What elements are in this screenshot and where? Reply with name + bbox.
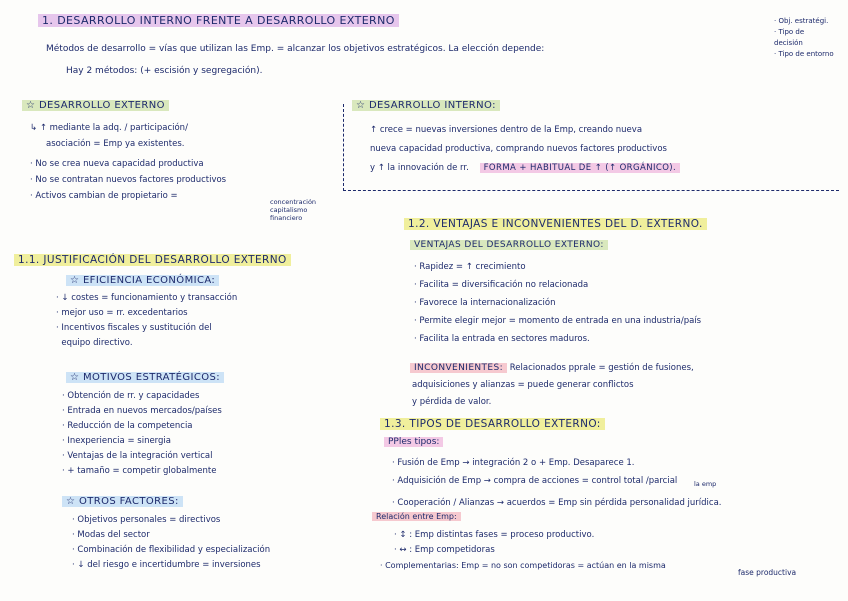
list-item: · Combinación de flexibilidad y especialización bbox=[72, 545, 271, 555]
tipos-title: 1.3. TIPOS DE DESARROLLO EXTERNO: bbox=[380, 418, 605, 430]
otros-title: ☆ OTROS FACTORES: bbox=[62, 496, 183, 507]
inconvenientes-line-2: adquisiciones y alianzas = puede generar conflictos bbox=[412, 380, 634, 390]
side-note-3: · Tipo de entorno bbox=[774, 50, 834, 58]
tipos-adq-note: la emp bbox=[694, 480, 717, 488]
list-item: · + tamaño = competir globalmente bbox=[62, 466, 217, 476]
externo-line: ↳ ↑ mediante la adq. / participación/ bbox=[30, 123, 188, 133]
relacion-label: Relación entre Emp: bbox=[372, 512, 461, 521]
inconvenientes-line-3: y pérdida de valor. bbox=[412, 397, 492, 407]
list-item: · ↔ : Emp competidoras bbox=[394, 545, 495, 555]
ventajas-subtitle: VENTAJAS DEL DESARROLLO EXTERNO: bbox=[410, 240, 608, 250]
inconvenientes-line-1 bbox=[410, 360, 694, 376]
eficiencia-list bbox=[56, 291, 237, 351]
externo-line: · Activos cambian de propietario = bbox=[30, 191, 178, 201]
eficiencia-title: ☆ EFICIENCIA ECONÓMICA: bbox=[66, 275, 219, 286]
list-item: · Permite elegir mejor = momento de entrada en una industria/país bbox=[414, 316, 702, 326]
externo-line: · No se contratan nuevos factores productivos bbox=[30, 175, 227, 185]
ventajas-list bbox=[414, 258, 701, 348]
list-item: · Fusión de Emp → integración 2 o + Emp. Desaparece 1. bbox=[392, 458, 635, 468]
list-item: · ↓ del riesgo e incertidumbre = inversiones bbox=[72, 560, 261, 570]
interno-line-2: nueva capacidad productiva, comprando nuevos factores productivos bbox=[370, 144, 667, 154]
interno-highlight: FORMA + HABITUAL DE ↑ (↑ ORGÁNICO). bbox=[480, 163, 680, 173]
externo-line: asociación = Emp ya existentes. bbox=[46, 139, 185, 149]
list-item: · Favorece la internacionalización bbox=[414, 298, 556, 308]
list-item: · Cooperación / Alianzas → acuerdos = Emp sin pérdida personalidad jurídica. bbox=[392, 498, 722, 508]
list-item: · mejor uso = rr. excedentarios bbox=[56, 308, 188, 318]
motivos-list bbox=[62, 389, 222, 479]
list-item: · Inexperiencia = sinergia bbox=[62, 436, 171, 446]
list-item: · Reducción de la competencia bbox=[62, 421, 193, 431]
side-note-1: · Obj. estratégi. bbox=[774, 17, 829, 25]
list-item: · Facilita la entrada en sectores maduros. bbox=[414, 334, 590, 344]
externo-title: ☆ DESARROLLO EXTERNO bbox=[22, 100, 169, 111]
list-item: · Complementarias: Emp = no son competidoras = actúan en la misma bbox=[380, 561, 666, 570]
page-title: 1. DESARROLLO INTERNO FRENTE A DESARROLLO EXTERNO bbox=[38, 14, 399, 27]
inconvenientes-text: Relacionados pprale = gestión de fusiones, bbox=[509, 363, 694, 373]
list-item: · Objetivos personales = directivos bbox=[72, 515, 221, 525]
interno-line-3 bbox=[370, 160, 680, 176]
externo-side-note-line: financiero bbox=[270, 214, 303, 222]
externo-side-note bbox=[270, 198, 316, 222]
tipos-sub: PPles tipos: bbox=[384, 437, 443, 447]
list-item: · ↕ : Emp distintas fases = proceso productivo. bbox=[394, 530, 595, 540]
side-note-2: · Tipo de decisión bbox=[774, 28, 805, 47]
list-item: · Obtención de rr. y capacidades bbox=[62, 391, 200, 401]
list-item: · Entrada en nuevos mercados/países bbox=[62, 406, 222, 416]
relacion-tail: fase productiva bbox=[738, 568, 797, 577]
justificacion-title: 1.1. JUSTIFICACIÓN DEL DESARROLLO EXTERNO bbox=[14, 254, 291, 266]
otros-list bbox=[72, 513, 270, 573]
motivos-title: ☆ MOTIVOS ESTRATÉGICOS: bbox=[66, 372, 224, 383]
list-item: · Facilita = diversificación no relacionada bbox=[414, 280, 589, 290]
list-item: · ↓ costes = funcionamiento y transacción bbox=[56, 293, 238, 303]
externo-side-note-line: capitalismo bbox=[270, 206, 308, 214]
list-item: · Ventajas de la integración vertical bbox=[62, 451, 213, 461]
intro-line-2: Hay 2 métodos: (+ escisión y segregación). bbox=[66, 66, 263, 76]
tipos-list bbox=[392, 454, 722, 512]
relacion-list bbox=[380, 528, 666, 573]
interno-title: ☆ DESARROLLO INTERNO: bbox=[352, 100, 500, 111]
list-item: · Incentivos fiscales y sustitución del bbox=[56, 323, 212, 333]
externo-line: · No se crea nueva capacidad productiva bbox=[30, 159, 204, 169]
list-item: equipo directivo. bbox=[56, 338, 133, 348]
side-notes bbox=[774, 16, 834, 60]
interno-line-1: ↑ crece = nuevas inversiones dentro de la Emp, creando nueva bbox=[370, 125, 643, 135]
interno-line-3-text: y ↑ la innovación de rr. bbox=[370, 163, 469, 173]
ventajas-title: 1.2. VENTAJAS E INCONVENIENTES DEL D. EXTERNO. bbox=[404, 218, 707, 230]
externo-side-note-line: concentración bbox=[270, 198, 317, 206]
inconvenientes-label: INCONVENIENTES: bbox=[410, 363, 507, 373]
intro-line-1: Métodos de desarrollo = vías que utilizan las Emp. = alcanzar los objetivos estratégicos. La elección depende: bbox=[46, 44, 545, 54]
list-item: · Adquisición de Emp → compra de acciones = control total /parcial bbox=[392, 476, 678, 486]
externo-body bbox=[30, 120, 226, 204]
list-item: · Rapidez = ↑ crecimiento bbox=[414, 262, 526, 272]
list-item: · Modas del sector bbox=[72, 530, 150, 540]
